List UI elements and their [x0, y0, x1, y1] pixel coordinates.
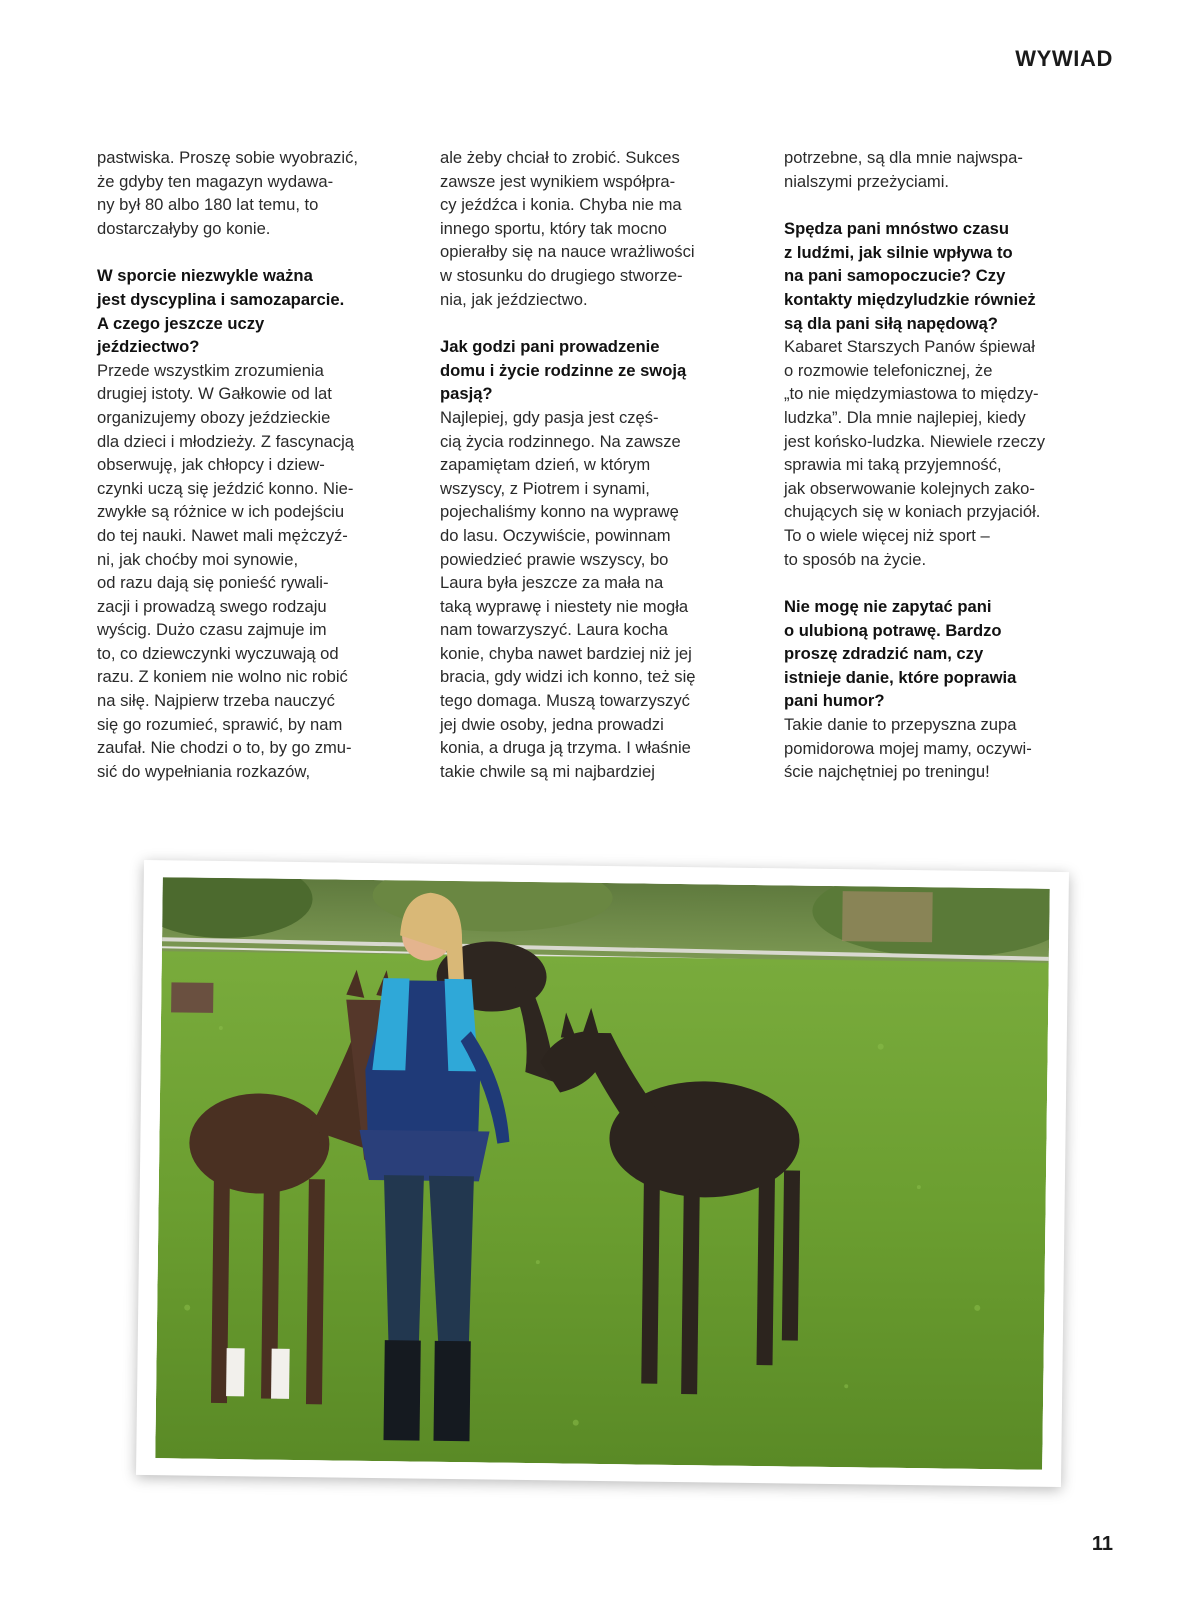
paragraph: potrzebne, są dla mnie najwspa- nialszymi przeżyciami.	[784, 148, 1023, 191]
page-number: 11	[1091, 1533, 1113, 1555]
paragraph: ale żeby chciał to zrobić. Sukces zawsze jest wynikiem współpra- cy jeźdźca i konia. Chyba nie ma innego sportu, który tak mocno opierałby się na nauce wrażliwości w stosunku do drugiego stworze- nia, jak jeździectwo.	[440, 148, 695, 309]
interview-question: Jak godzi pani prowadzenie domu i życie rodzinne ze swoją pasją?	[440, 337, 687, 404]
paragraph: Takie danie to przepyszna zupa pomidorowa mojej mamy, oczywi- ście najchętniej po treningu!	[784, 715, 1032, 782]
interview-question: Spędza pani mnóstwo czasu z ludźmi, jak silnie wpływa to na pani samopoczucie? Czy kontakty międzyludzkie również są dla pani siłą napędową?	[784, 219, 1036, 333]
grass-field	[155, 951, 1049, 1470]
section-label: WYWIAD	[1015, 46, 1113, 71]
paragraph: Najlepiej, gdy pasja jest częś- cią życia rodzinnego. Na zawsze zapamiętam dzień, w którym wszyscy, z Piotrem i synami, pojechaliśmy konno na wyprawę do lasu. Oczywiście, powinnam powiedzieć prawie wszyscy, bo Laura była jeszcze za mała na taką wyprawę i niestety nie mogła nam towarzyszyć. Laura kocha konie, chyba nawet bardziej niż jej bracia, gdy widzi ich konno, też się tego domaga. Muszą towarzyszyć jej dwie osoby, jedna prowadzi konia, a druga ją trzyma. I właśnie takie chwile są mi najbardziej	[440, 407, 696, 781]
pasture-illustration	[155, 877, 1050, 1470]
paragraph: Kabaret Starszych Panów śpiewał o rozmowie telefonicznej, że „to nie międzymiastowa to między- ludzka”. Dla mnie najlepiej, kiedy jest końsko-ludzka. Niewiele rzeczy sprawia mi taką przyjemność, jak obserwowanie kolejnych zako- chujących się w koniach przyjaciół. To o wiele więcej niż sport – to sposób na życie.	[784, 337, 1045, 569]
article-column-2	[440, 146, 758, 783]
article-column-1	[97, 146, 415, 783]
interview-question: Nie mogę nie zapytać pani o ulubioną potrawę. Bardzo proszę zdradzić nam, czy istnieje danie, które poprawia pani humor?	[784, 597, 1017, 711]
interview-question: W sporcie niezwykle ważna jest dyscyplina i samozaparcie. A czego jeszcze uczy jeździectwo?	[97, 266, 345, 357]
photo-frame	[136, 860, 1069, 1487]
paragraph: pastwiska. Proszę sobie wyobrazić, że gdyby ten magazyn wydawa- ny był 80 albo 180 lat temu, to dostarczałyby go konie.	[97, 148, 358, 238]
paragraph: Przede wszystkim zrozumienia drugiej istoty. W Gałkowie od lat organizujemy obozy jeździeckie dla dzieci i młodzieży. Z fascynacją obserwuję, jak chłopcy i dziew- czynki uczą się jeździć konno. Nie- zwykłe są różnice w ich podejściu do tej nauki. Nawet mali mężczyź- ni, jak choćby moi synowie, od razu dają się ponieść rywali- zacji i prowadzą swego rodzaju wyścig. Dużo czasu zajmuje im to, co dziewczynki wyczuwają od razu. Z koniem nie wolno nic robić na siłę. Najpierw trzeba nauczyć się go rozumieć, sprawić, by nam zaufał. Nie chodzi o to, by go zmu- sić do wypełniania rozkazów,	[97, 360, 354, 781]
article-column-3	[784, 146, 1102, 784]
photo-woman-with-foals	[155, 877, 1050, 1470]
